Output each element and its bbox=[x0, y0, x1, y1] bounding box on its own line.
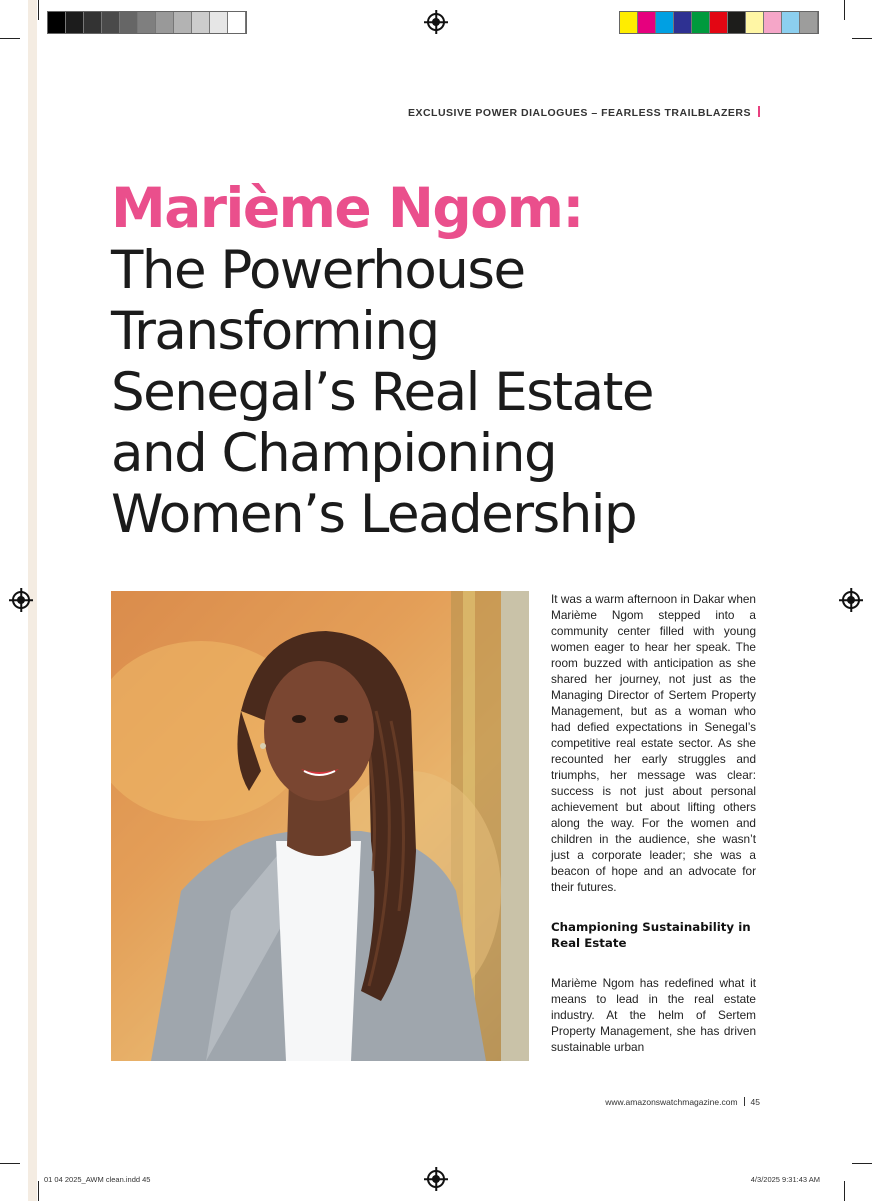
footer-separator bbox=[744, 1097, 745, 1106]
title-line: Women’s Leadership bbox=[111, 484, 637, 545]
color-swatch bbox=[66, 12, 84, 33]
color-swatch bbox=[728, 12, 746, 33]
crop-mark-tr-v bbox=[844, 0, 845, 20]
portrait-illustration bbox=[111, 591, 529, 1061]
body-paragraph: It was a warm afternoon in Dakar when Marième Ngom stepped into a community center filled with young women eager to hear her speak. The room buzzed with anticipation as she shared her journey, not just as the Managing Director of Sertem Property Management, but as a woman who had defied expectations in Senegal’s competitive real estate sector. As she recounted her early struggles and triumphs, her message was clear: success is not just about personal achievement but about lifting others along the way. For the women and children in the audience, she wasn’t just a corporate leader; she was a beacon of hope and an advocate for their futures. bbox=[551, 592, 756, 894]
crop-mark-tr-h bbox=[852, 38, 872, 39]
color-swatch bbox=[228, 12, 246, 33]
color-swatch bbox=[674, 12, 692, 33]
registration-mark-top bbox=[427, 13, 445, 31]
color-swatch bbox=[120, 12, 138, 33]
crop-mark-bl-v bbox=[38, 1181, 39, 1201]
title-line: Transforming bbox=[111, 301, 439, 362]
title-line: The Powerhouse bbox=[111, 240, 525, 301]
color-swatch bbox=[638, 12, 656, 33]
title-line: and Championing bbox=[111, 423, 557, 484]
section-subheading: Championing Sustainability in Real Estate bbox=[551, 920, 751, 950]
footer-url: www.amazonswatchmagazine.com bbox=[605, 1097, 738, 1107]
color-swatch bbox=[84, 12, 102, 33]
crop-mark-bl-h bbox=[0, 1163, 20, 1164]
color-swatch bbox=[620, 12, 638, 33]
crop-mark-tl-h bbox=[0, 38, 20, 39]
slug-file-info: 01 04 2025_AWM clean.indd 45 bbox=[44, 1175, 151, 1184]
registration-mark-left bbox=[12, 591, 30, 609]
running-head-accent-bar bbox=[758, 106, 760, 117]
title-line: Senegal’s Real Estate bbox=[111, 362, 653, 423]
crop-mark-tl-v bbox=[38, 0, 39, 20]
color-swatch bbox=[692, 12, 710, 33]
color-swatch bbox=[210, 12, 228, 33]
color-swatch bbox=[102, 12, 120, 33]
color-swatch bbox=[48, 12, 66, 33]
color-swatch bbox=[764, 12, 782, 33]
slug-timestamp: 4/3/2025 9:31:43 AM bbox=[750, 1175, 820, 1184]
page-number: 45 bbox=[750, 1097, 760, 1107]
color-swatch bbox=[156, 12, 174, 33]
color-swatch bbox=[174, 12, 192, 33]
crop-mark-br-v bbox=[844, 1181, 845, 1201]
title-name: Marième Ngom: bbox=[111, 176, 583, 240]
page-footer bbox=[605, 1097, 760, 1107]
color-swatch bbox=[656, 12, 674, 33]
registration-mark-bottom bbox=[427, 1170, 445, 1188]
running-head bbox=[408, 106, 760, 119]
running-head-text: EXCLUSIVE POWER DIALOGUES – FEARLESS TRAILBLAZERS bbox=[407, 107, 751, 119]
color-swatch bbox=[192, 12, 210, 33]
crop-mark-br-h bbox=[852, 1163, 872, 1164]
grayscale-color-bar bbox=[47, 11, 247, 34]
process-color-bar bbox=[619, 11, 819, 34]
portrait-photo bbox=[111, 591, 529, 1061]
article-title bbox=[111, 176, 791, 545]
color-swatch bbox=[782, 12, 800, 33]
color-swatch bbox=[138, 12, 156, 33]
registration-mark-right bbox=[842, 591, 860, 609]
color-swatch bbox=[710, 12, 728, 33]
article-body bbox=[551, 591, 756, 1055]
color-swatch bbox=[800, 12, 818, 33]
body-paragraph: Marième Ngom has redefined what it means to lead in the real estate industry. At the helm of Sertem Property Management, she has driven sustainable urban bbox=[551, 976, 756, 1054]
color-swatch bbox=[746, 12, 764, 33]
